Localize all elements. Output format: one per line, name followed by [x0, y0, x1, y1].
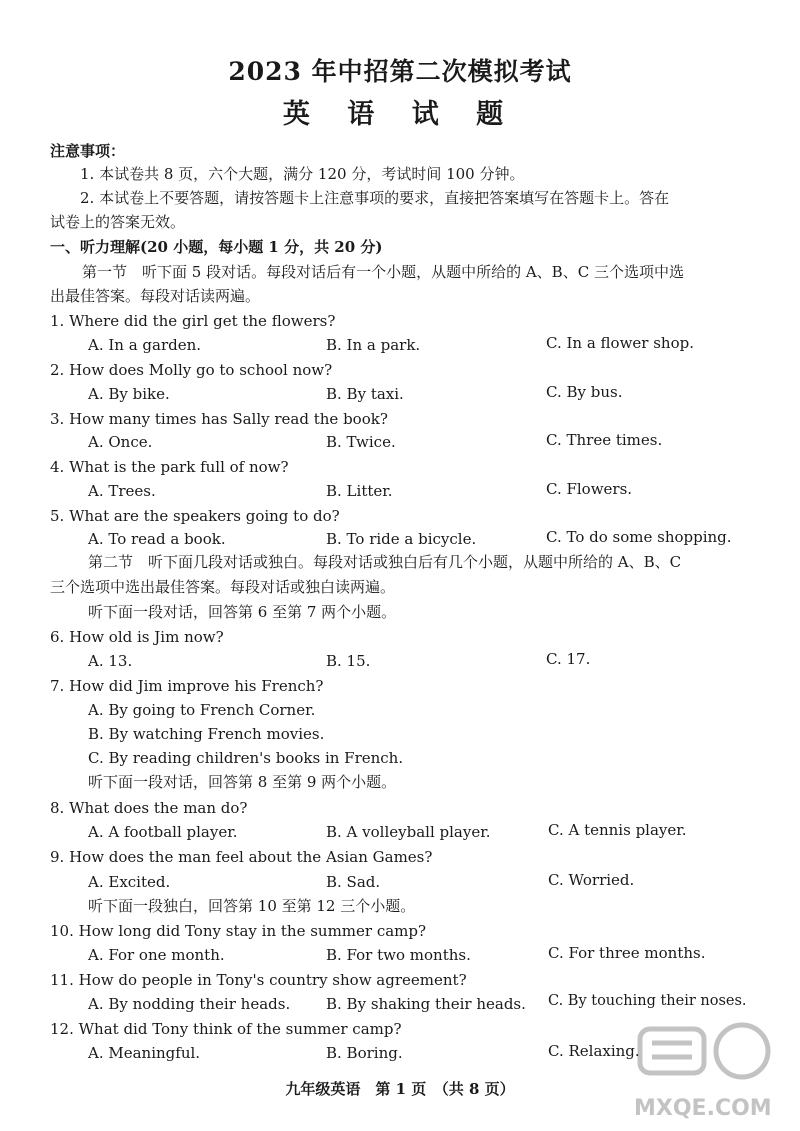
- question-5-option-b: B. To ride a bicycle.: [326, 530, 477, 548]
- question-8-option-c: C. A tennis player.: [548, 821, 687, 839]
- question-4-option-b: B. Litter.: [326, 482, 393, 500]
- question-11-option-b: B. By shaking their heads.: [326, 995, 526, 1013]
- question-1-option-c: C. In a flower shop.: [546, 334, 694, 352]
- subject-title: 英 语 试 题: [282, 99, 518, 130]
- question-6-option-b: B. 15.: [326, 652, 371, 670]
- question-1-option-b: B. In a park.: [326, 336, 421, 354]
- question-5-option-a: A. To read a book.: [88, 530, 226, 548]
- question-2-option-b: B. By taxi.: [326, 385, 404, 403]
- question-1-option-a: A. In a garden.: [88, 336, 202, 354]
- question-5: 5. What are the speakers going to do?: [50, 507, 340, 525]
- question-3-option-a: A. Once.: [88, 433, 153, 451]
- part-2-instruction-line-2: 三个选项中选出最佳答案。每段对话或独白读两遍。: [50, 578, 396, 596]
- question-11-option-a: A. By nodding their heads.: [88, 995, 291, 1013]
- question-12-option-b: B. Boring.: [326, 1044, 403, 1062]
- question-1: 1. Where did the girl get the flowers?: [50, 312, 336, 330]
- question-2-option-c: C. By bus.: [546, 383, 623, 401]
- note-item-2-line-1: 2. 本试卷上不要答题，请按答题卡上注意事项的要求，直接把答案填写在答题卡上。答在: [80, 189, 670, 207]
- question-3-option-c: C. Three times.: [546, 431, 663, 449]
- question-2: 2. How does Molly go to school now?: [50, 361, 333, 379]
- question-5-option-c: C. To do some shopping.: [546, 528, 732, 546]
- question-7-option-b: B. By watching French movies.: [88, 725, 325, 743]
- question-12: 12. What did Tony think of the summer camp?: [50, 1020, 402, 1038]
- instruction-q10-q12: 听下面一段独白，回答第 10 至第 12 三个小题。: [88, 897, 416, 915]
- question-3: 3. How many times has Sally read the book?: [50, 410, 388, 428]
- question-3-option-b: B. Twice.: [326, 433, 396, 451]
- note-item-2-line-2: 试卷上的答案无效。: [50, 213, 186, 231]
- question-12-option-c: C. Relaxing.: [548, 1042, 640, 1060]
- question-10-option-b: B. For two months.: [326, 946, 471, 964]
- question-4-option-c: C. Flowers.: [546, 480, 633, 498]
- question-11: 11. How do people in Tony's country show agreement?: [50, 971, 467, 989]
- question-2-option-a: A. By bike.: [88, 385, 170, 403]
- notes-heading: 注意事项：: [50, 142, 126, 160]
- question-10-option-c: C. For three months.: [548, 944, 706, 962]
- question-4: 4. What is the park full of now?: [50, 458, 289, 476]
- question-6: 6. How old is Jim now?: [50, 628, 224, 646]
- section-1-heading: 一、听力理解(20 小题，每小题 1 分，共 20 分): [50, 238, 383, 256]
- watermark-logo: [622, 1011, 782, 1121]
- instruction-q8-q9: 听下面一段对话，回答第 8 至第 9 两个小题。: [88, 773, 397, 791]
- question-10: 10. How long did Tony stay in the summer camp?: [50, 922, 427, 940]
- question-8-option-a: A. A football player.: [88, 823, 238, 841]
- question-9-option-b: B. Sad.: [326, 873, 381, 891]
- instruction-q6-q7: 听下面一段对话，回答第 6 至第 7 两个小题。: [88, 603, 397, 621]
- part-2-instruction-line-1: 第二节 听下面几段对话或独白。每段对话或独白后有几个小题，从题中所给的 A、B、C: [88, 553, 682, 571]
- question-9-option-a: A. Excited.: [88, 873, 171, 891]
- page-footer: 九年级英语 第 1 页 （共 8 页）: [285, 1080, 515, 1098]
- question-7-option-a: A. By going to French Corner.: [88, 701, 316, 719]
- question-6-option-a: A. 13.: [88, 652, 133, 670]
- question-9-option-c: C. Worried.: [548, 871, 635, 889]
- question-4-option-a: A. Trees.: [88, 482, 156, 500]
- watermark-site-text: MXQE.COM: [634, 1096, 772, 1121]
- part-1-instruction-line-2: 出最佳答案。每段对话读两遍。: [50, 287, 261, 305]
- question-11-option-c: C. By touching their noses.: [548, 993, 747, 1009]
- question-7-option-c: C. By reading children's books in French.: [88, 749, 404, 767]
- question-8-option-b: B. A volleyball player.: [326, 823, 491, 841]
- note-item-1: 1. 本试卷共 8 页，六个大题，满分 120 分，考试时间 100 分钟。: [80, 165, 525, 183]
- question-7: 7. How did Jim improve his French?: [50, 677, 324, 695]
- question-8: 8. What does the man do?: [50, 799, 248, 817]
- part-1-instruction-line-1: 第一节 听下面 5 段对话。每段对话后有一个小题，从题中所给的 A、B、C 三个选项中选: [82, 263, 684, 281]
- exam-title: 2023 年中招第二次模拟考试: [228, 57, 572, 86]
- question-10-option-a: A. For one month.: [88, 946, 225, 964]
- question-6-option-c: C. 17.: [546, 650, 591, 668]
- question-12-option-a: A. Meaningful.: [88, 1044, 201, 1062]
- question-9: 9. How does the man feel about the Asian Games?: [50, 848, 433, 866]
